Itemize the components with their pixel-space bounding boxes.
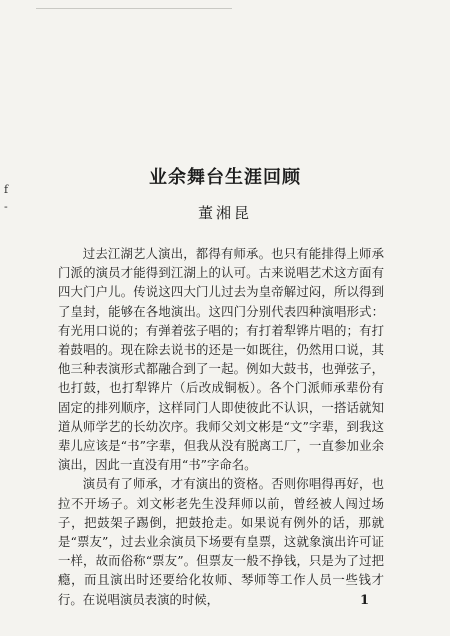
paragraph-1: 过去江湖艺人演出，都得有师承。也只有能排得上师承门派的演员才能得到江湖上的认可。古来说唱艺术这方面有四大门户儿。传说这四大门儿过去为皇帝解过闷，所以得到了皇封，能够在各地演出。这四门分别代表四种演唱形式：有光用口说的；有弹着弦子唱的；有打着犁铧片唱的；有打着鼓唱的。现在除去说书的还是一如既往，仍然用口说，其他三种表演形式都融合到了一起。例如大鼓书，也弹弦子，也打鼓，也打犁铧片（后改成铜板）。各个门派师承辈份有固定的排列顺序，这样同门人即使彼此不认识，一搭话就知道从师学艺的长幼次序。我师父刘文彬是“文”字辈，到我这辈儿应该是“书”字辈，但我从没有脱离工厂，一直参加业余演出，因此一直没有用“书”字命名。 bbox=[58, 246, 384, 473]
scan-edge-line bbox=[36, 8, 232, 9]
paragraph-2: 演员有了师承，才有演出的资格。否则你唱得再好，也拉不开场子。刘文彬老先生没拜师以前，曾经被人闯过场子，把鼓架子踢倒，把鼓抢走。如果说有例外的话，那就是“票友”，过去业余演员下场要有皇票，这就象演出许可证一样，故而俗称“票友”。但票友一般不挣钱，只是为了过把瘾，而且演出时还要给化妆师、琴师等工作人员一些钱才行。在说唱演员表演的时候， bbox=[58, 476, 384, 607]
margin-mark-dash: - bbox=[4, 200, 8, 213]
page-title: 业余舞台生涯回顾 bbox=[149, 167, 301, 188]
body-text bbox=[58, 244, 384, 609]
author-name: 董湘昆 bbox=[197, 204, 252, 222]
margin-mark-f: f bbox=[4, 183, 9, 196]
page-number: 1 bbox=[360, 593, 370, 608]
